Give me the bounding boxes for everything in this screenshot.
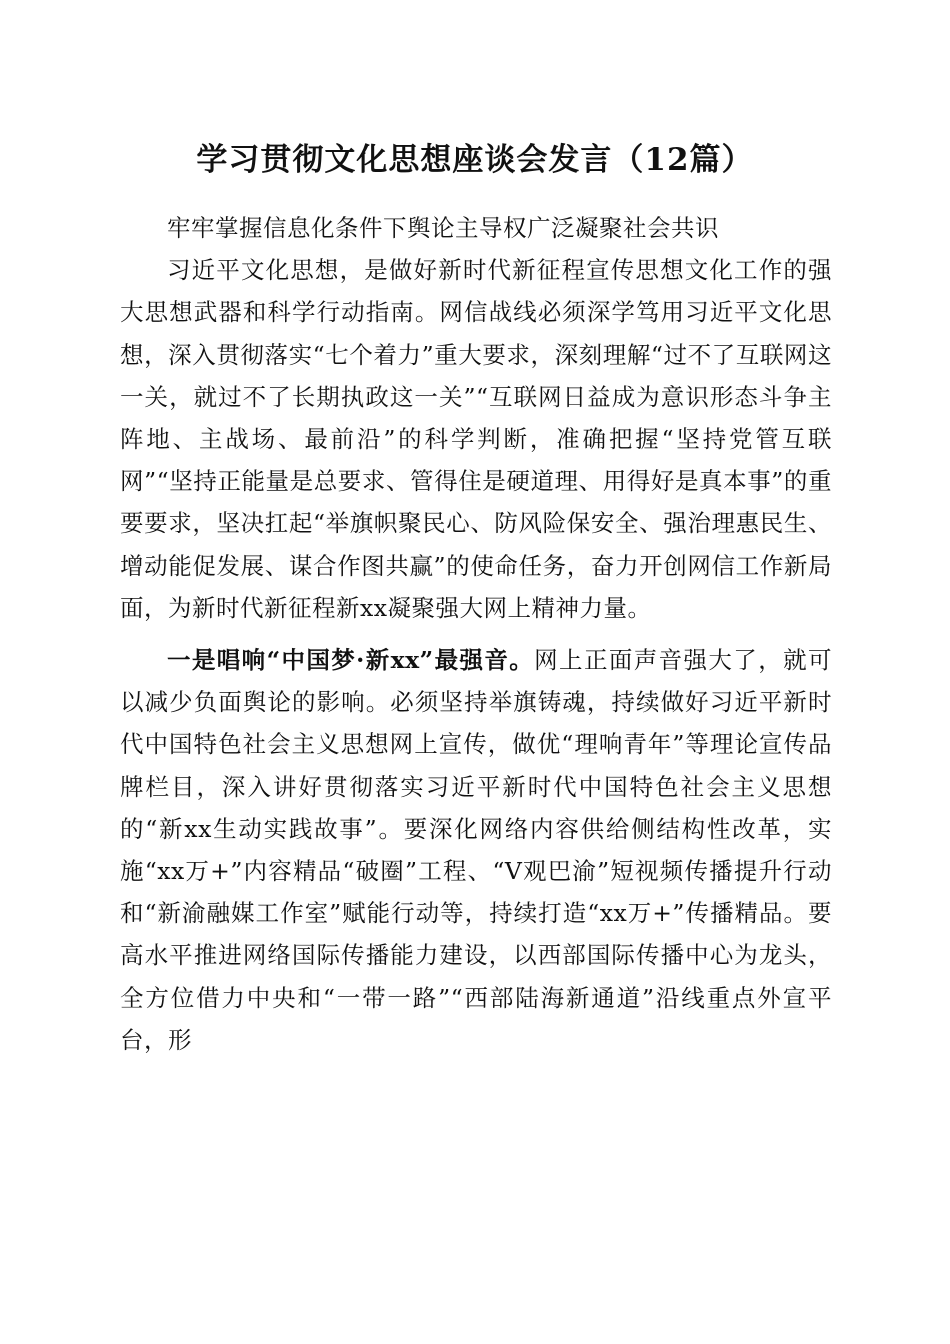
paragraph-point-one-text: 网上正面声音强大了，就可以减少负面舆论的影响。必须坚持举旗铸魂，持续做好习近平新时代中国特色社会主义思想网上宣传，做优“理响青年”等理论宣传品牌栏目，深入讲好贯彻落实习近平新时代中国特色社会主义思想的“新xx生动实践故事”。要深化网络内容供给侧结构性改革，实施“xx万+”内容精品“破圈”工程、“V观巴渝”短视频传播提升行动和“新渝融媒工作室”赋能行动等，持续打造“xx万+”传播精品。要高水平推进网络国际传播能力建设，以西部国际传播中心为龙头，全方位借力中央和“一带一路”“西部陆海新通道”沿线重点外宣平台，形: [120, 646, 832, 1054]
document-body: [120, 207, 832, 1061]
document-subtitle: 牢牢掌握信息化条件下舆论主导权广泛凝聚社会共识: [167, 214, 719, 242]
paragraph-point-one-heading: 一是唱响“中国梦·新xx”最强音。: [167, 646, 535, 675]
paragraph-intro-text: 习近平文化思想，是做好新时代新征程宣传思想文化工作的强大思想武器和科学行动指南。网信战线必须深学笃用习近平文化思想，深入贯彻落实“七个着力”重大要求，深刻理解“过不了互联网这一关，就过不了长期执政这一关”“互联网日益成为意识形态斗争主阵地、主战场、最前沿”的科学判断，准确把握“坚持党管互联网”“坚持正能量是总要求、管得住是硬道理、用得好是真本事”的重要要求，坚决扛起“举旗帜聚民心、防风险保安全、强治理惠民生、增动能促发展、谋合作图共赢”的使命任务，奋力开创网信工作新局面，为新时代新征程新xx凝聚强大网上精神力量。: [120, 256, 832, 622]
document-title: 学习贯彻文化思想座谈会发言（12篇）: [196, 142, 754, 178]
paragraph-point-one: [120, 639, 832, 1061]
paragraph-intro: [120, 249, 832, 629]
